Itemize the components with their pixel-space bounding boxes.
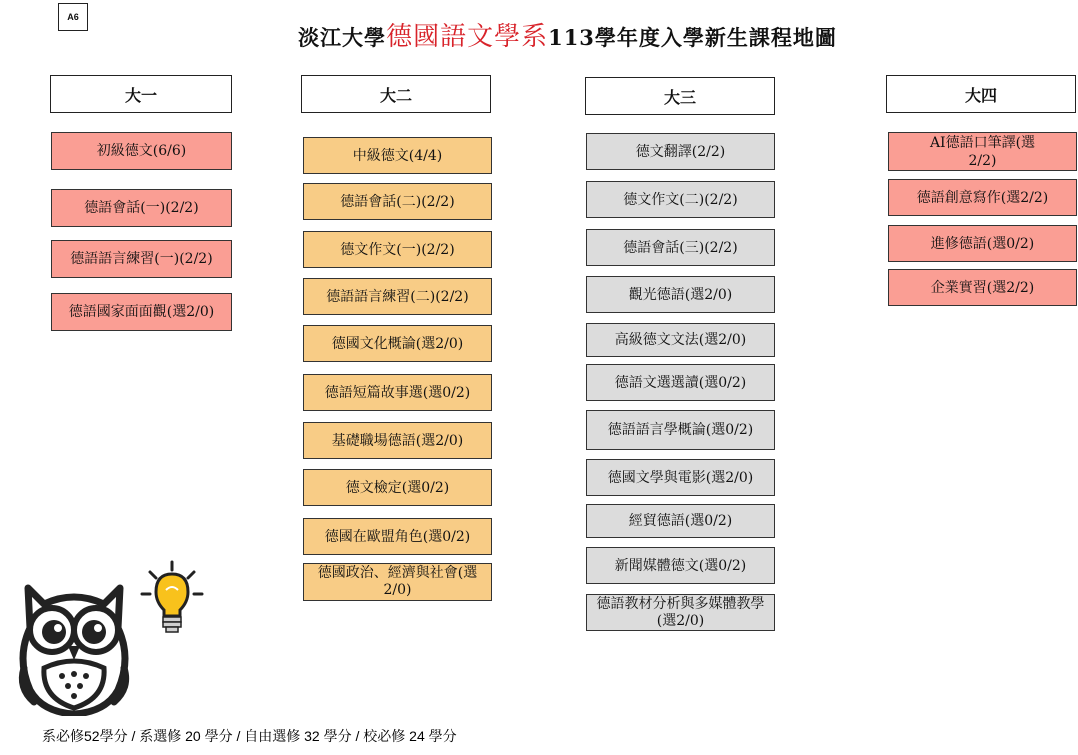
title-suffix: 113學年度入學新生課程地圖 bbox=[548, 25, 837, 50]
course-box: 觀光德語(選2/0) bbox=[586, 276, 775, 313]
course-box: 中級德文(4/4) bbox=[303, 137, 492, 174]
course-box: AI德語口筆譯(選2/2) bbox=[888, 132, 1077, 171]
lightbulb-icon bbox=[140, 560, 204, 638]
course-box: 德語教材分析與多媒體教學(選2/0) bbox=[586, 594, 775, 631]
column-header-year2: 大二 bbox=[301, 75, 491, 113]
course-box: 德語文選選讀(選0/2) bbox=[586, 364, 775, 401]
course-box: 德語語言練習(一)(2/2) bbox=[51, 240, 232, 278]
course-box: 德國文化概論(選2/0) bbox=[303, 325, 492, 362]
course-box: 新聞媒體德文(選0/2) bbox=[586, 547, 775, 584]
course-box: 德文作文(二)(2/2) bbox=[586, 181, 775, 218]
course-box: 德國在歐盟角色(選0/2) bbox=[303, 518, 492, 555]
course-box: 德語創意寫作(選2/2) bbox=[888, 179, 1077, 216]
column-header-year4: 大四 bbox=[886, 75, 1076, 113]
owl-icon bbox=[14, 568, 134, 716]
course-box: 基礎職場德語(選2/0) bbox=[303, 422, 492, 459]
course-box: 德國文學與電影(選2/0) bbox=[586, 459, 775, 496]
column-header-year1: 大一 bbox=[50, 75, 232, 113]
course-box: 經貿德語(選0/2) bbox=[586, 504, 775, 538]
column-header-year3: 大三 bbox=[585, 77, 775, 115]
course-box: 德語語言學概論(選0/2) bbox=[586, 410, 775, 450]
title-dept: 德國語文學系 bbox=[386, 22, 549, 52]
course-box: 初級德文(6/6) bbox=[51, 132, 232, 170]
course-box: 德語國家面面觀(選2/0) bbox=[51, 293, 232, 331]
course-box: 高級德文文法(選2/0) bbox=[586, 323, 775, 357]
credit-summary: 系必修52學分 / 系選修 20 學分 / 自由選修 32 學分 / 校必修 24 學分 bbox=[42, 728, 457, 744]
title-prefix: 淡江大學 bbox=[298, 25, 387, 50]
course-box: 德文翻譯(2/2) bbox=[586, 133, 775, 170]
course-box: 德文檢定(選0/2) bbox=[303, 469, 492, 506]
page-title bbox=[0, 16, 1078, 53]
course-box: 德文作文(一)(2/2) bbox=[303, 231, 492, 268]
course-box: 德語會話(一)(2/2) bbox=[51, 189, 232, 227]
course-box: 進修德語(選0/2) bbox=[888, 225, 1077, 262]
course-box: 德語會話(二)(2/2) bbox=[303, 183, 492, 220]
course-box: 德語短篇故事選(選0/2) bbox=[303, 374, 492, 411]
course-box: 德國政治、經濟與社會(選2/0) bbox=[303, 563, 492, 601]
course-box: 德語會話(三)(2/2) bbox=[586, 229, 775, 266]
course-box: 企業實習(選2/2) bbox=[888, 269, 1077, 306]
course-box: 德語語言練習(二)(2/2) bbox=[303, 278, 492, 315]
page-tag: A6 bbox=[58, 3, 88, 31]
